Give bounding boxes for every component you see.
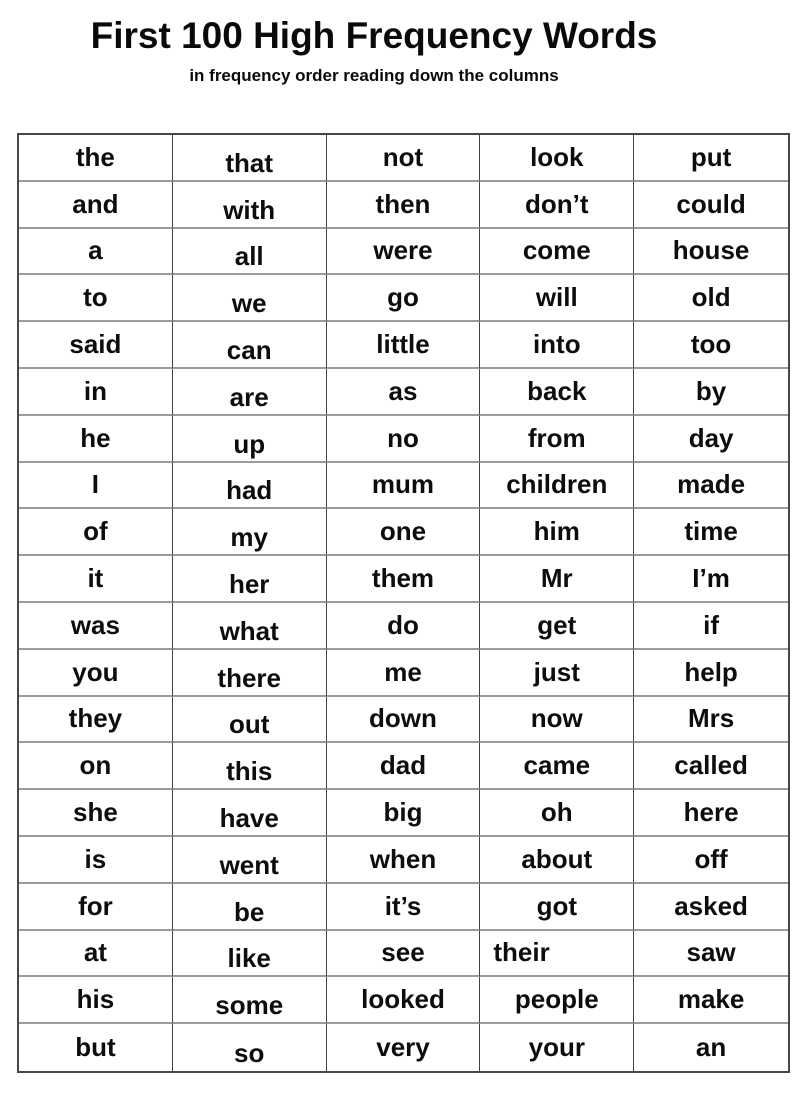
word-cell: on <box>19 743 173 790</box>
word-cell: so <box>173 1024 327 1071</box>
word-cell: him <box>480 509 634 556</box>
word-cell: saw <box>634 931 788 978</box>
word-cell: like <box>173 931 327 978</box>
word-cell: made <box>634 463 788 510</box>
word-table <box>17 133 790 1073</box>
word-cell: go <box>327 275 481 322</box>
word-cell: and <box>19 182 173 229</box>
word-cell: for <box>19 884 173 931</box>
word-cell: here <box>634 790 788 837</box>
word-cell: put <box>634 135 788 182</box>
word-cell: the <box>19 135 173 182</box>
word-cell: but <box>19 1024 173 1071</box>
word-cell: people <box>480 977 634 1024</box>
word-cell: then <box>327 182 481 229</box>
word-cell: do <box>327 603 481 650</box>
word-cell: had <box>173 463 327 510</box>
word-cell: them <box>327 556 481 603</box>
word-cell: what <box>173 603 327 650</box>
word-cell: Mrs <box>634 697 788 744</box>
word-cell: could <box>634 182 788 229</box>
word-cell: too <box>634 322 788 369</box>
word-cell: by <box>634 369 788 416</box>
word-cell: is <box>19 837 173 884</box>
word-cell: were <box>327 229 481 276</box>
word-cell: that <box>173 135 327 182</box>
word-cell: oh <box>480 790 634 837</box>
word-cell: house <box>634 229 788 276</box>
word-cell: out <box>173 697 327 744</box>
word-cell: have <box>173 790 327 837</box>
word-cell: with <box>173 182 327 229</box>
word-cell: make <box>634 977 788 1024</box>
word-cell: mum <box>327 463 481 510</box>
word-cell: children <box>480 463 634 510</box>
word-cell: no <box>327 416 481 463</box>
word-cell: can <box>173 322 327 369</box>
word-cell: be <box>173 884 327 931</box>
word-cell: up <box>173 416 327 463</box>
word-cell: an <box>695 1032 727 1063</box>
word-cell: off <box>634 837 788 884</box>
word-cell: he <box>19 416 173 463</box>
page-title: First 100 High Frequency Words <box>90 15 658 56</box>
word-cell: came <box>480 743 634 790</box>
word-cell: me <box>327 650 481 697</box>
word-cell: called <box>634 743 788 790</box>
word-cell: in <box>19 369 173 416</box>
word-cell: there <box>173 650 327 697</box>
word-cell: help <box>634 650 788 697</box>
word-cell: Mr <box>480 556 634 603</box>
word-cell: I’m <box>634 556 788 603</box>
word-cell: she <box>19 790 173 837</box>
word-cell: it’s <box>327 884 481 931</box>
word-cell: of <box>19 509 173 556</box>
header <box>0 16 748 86</box>
word-cell: now <box>480 697 634 744</box>
word-cell: this <box>173 743 327 790</box>
word-cell: not <box>327 135 481 182</box>
word-cell: at <box>19 931 173 978</box>
word-cell: old <box>634 275 788 322</box>
word-cell: one <box>327 509 481 556</box>
word-cell: time <box>634 509 788 556</box>
word-cell: don’t <box>480 182 634 229</box>
word-cell: you <box>19 650 173 697</box>
word-cell: if <box>634 603 788 650</box>
word-cell: said <box>19 322 173 369</box>
word-cell: when <box>327 837 481 884</box>
word-cell: about <box>480 837 634 884</box>
word-cell: from <box>480 416 634 463</box>
word-cell: just <box>480 650 634 697</box>
word-cell: my <box>173 509 327 556</box>
word-cell: their <box>480 931 634 978</box>
word-cell: see <box>327 931 481 978</box>
word-cell: look <box>480 135 634 182</box>
word-cell: it <box>19 556 173 603</box>
word-cell: went <box>173 837 327 884</box>
page-subtitle: in frequency order reading down the columns <box>189 65 559 85</box>
worksheet-page <box>0 16 812 1096</box>
word-cell: into <box>480 322 634 369</box>
word-cell: back <box>480 369 634 416</box>
word-cell: come <box>480 229 634 276</box>
word-cell: all <box>173 229 327 276</box>
word-cell: her <box>173 556 327 603</box>
word-cell: looked <box>327 977 481 1024</box>
word-cell: dad <box>327 743 481 790</box>
word-cell: a <box>19 229 173 276</box>
word-cell: his <box>19 977 173 1024</box>
word-cell: get <box>480 603 634 650</box>
word-cell: was <box>19 603 173 650</box>
word-cell: they <box>19 697 173 744</box>
word-cell: got <box>480 884 634 931</box>
word-cell: big <box>327 790 481 837</box>
word-cell: day <box>634 416 788 463</box>
word-cell: to <box>19 275 173 322</box>
word-cell: asked <box>634 884 788 931</box>
word-cell: very <box>327 1024 481 1071</box>
word-cell: as <box>327 369 481 416</box>
word-cell: your <box>480 1024 634 1071</box>
word-cell: are <box>173 369 327 416</box>
word-cell: will <box>480 275 634 322</box>
word-cell: we <box>173 275 327 322</box>
word-cell: down <box>327 697 481 744</box>
word-cell: little <box>327 322 481 369</box>
word-cell: I <box>19 463 173 510</box>
word-cell: some <box>173 977 327 1024</box>
